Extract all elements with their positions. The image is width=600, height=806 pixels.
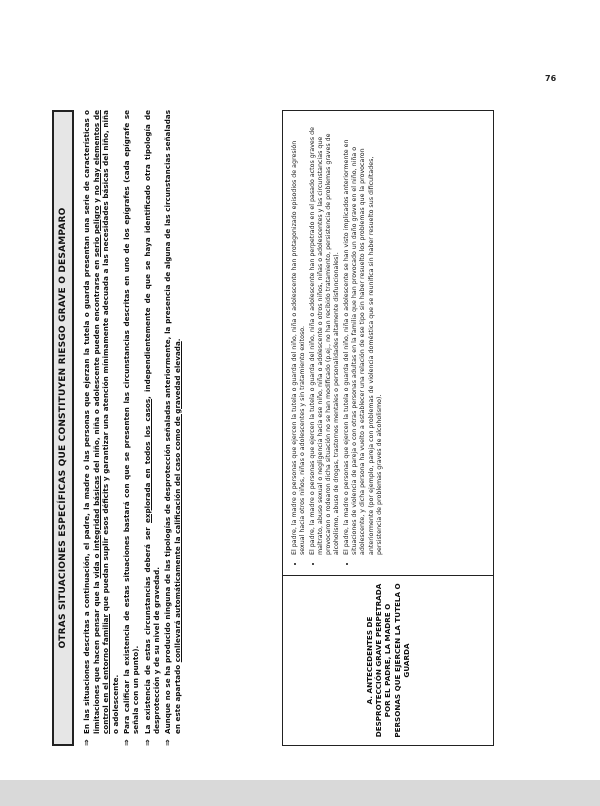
criteria-list xyxy=(291,121,384,569)
arrow-bullet-icon: ⇒ xyxy=(82,739,91,746)
list-item: • El padre, la madre o personas que ejercen la tutela o guarda del niño, niña o adolescente han perpetrado en el pasado actos graves de maltrato, abuso sexual o negligencia hacia ese niño, niña o adolescente o otros niños, niñas o adolescentes y las circunstancias que provocaron o rodearon dicha situación no se han modificado (p.ej., no han recibido tratamiento, persistencia de problemas graves de alcoholismo, abuso de drogas, trastornos mentales o personalidades altamente disfuncionales). xyxy=(309,121,342,555)
page-number: 76 xyxy=(545,74,557,83)
intro-item-2: ⇒ Para calificar la existencia de estas situaciones bastará con que se presenten las circunstancias descritas en uno de los epígrafes (cada epígrafe se señala con un punto). xyxy=(121,110,141,746)
underlined-phrase: conllevará automáticamente la calificación del caso como de gravedad elevada xyxy=(172,341,182,663)
arrow-bullet-icon: ⇒ xyxy=(121,739,131,746)
intro-list xyxy=(82,110,184,746)
underlined-phrase: no hay elementos de control en el entorno familiar xyxy=(91,109,111,734)
rotated-content xyxy=(40,86,540,746)
intro-item-3: ⇒ La existencia de estas circunstancias deberá ser explorada en todos los casos, independientemente de que se haya identificado otra tipología de desprotección y de su nivel de gravedad. xyxy=(142,109,162,746)
criteria-list-cell xyxy=(283,111,493,575)
list-item: • El padre, la madre o personas que ejercen la tutela o guarda del niño, niña o adolescente se han visto implicados anteriormente en situaciones de violencia de pareja o con otras personas adultas en la familia que han provocado un daño grave en el niño, niña o adolescente, y dicha persona ha vuelto a establecer una relación de ese tipo sin haber resuelto los problemas que la provocaron anteriormente (por ejemplo, pareja con problemas de violencia doméstica que se reunifica sin haber resuelto sus dificultades, persistencia de problemas graves de alcoholismo). xyxy=(343,121,384,555)
underlined-phrase: vida o integridad básicas xyxy=(91,475,101,579)
underlined-phrase: serio peligro xyxy=(91,205,101,257)
section-title: OTRAS SITUACIONES ESPECÍFICAS QUE CONSTITUYEN RIESGO GRAVE O DESAMPARO xyxy=(52,110,74,746)
intro-item-1: ⇒ En las situaciones descritas a continuación, el padre, la madre o las personas que ejerzan la tutela o guarda presentan una serie de características o limitaciones que hacen pensar que la vida o integridad básicas del niño, niña o adolescente pueden encontrarse en serio peligro y no hay elementos de control en el entorno familiar que puedan suplir esos déficits y garantizar una atención mínimamente adecuada a las necesidades básicas del niño, niña o adolescente. xyxy=(82,109,120,746)
underlined-phrase: explorada en todos los casos xyxy=(142,398,152,523)
arrow-bullet-icon: ⇒ xyxy=(163,739,173,746)
criteria-table xyxy=(282,110,494,746)
category-cell: A. ANTECEDENTES DE DESPROTECCIÓN GRAVE PERPETRADA POR EL PADRE, LA MADRE O PERSONAS QUE EJERCEN LA TUTELA O GUARDA xyxy=(283,575,493,745)
intro-item-4: ⇒ Aunque no se ha producido ninguna de las tipologías de desprotección señaladas anteriormente, la presencia de alguna de las circunstancias señaladas en este apartado conllevará automáticamente la calificación del caso como de gravedad elevada. xyxy=(163,110,182,746)
arrow-bullet-icon: ⇒ xyxy=(142,739,152,746)
list-item: • El padre, la madre o personas que ejercen la tutela o guarda del niño, niña o adolescente han protagonizado episodios de agresión sexual hacia otros niños, niñas o adolescentes y sin tratamiento exitoso. xyxy=(291,121,308,555)
